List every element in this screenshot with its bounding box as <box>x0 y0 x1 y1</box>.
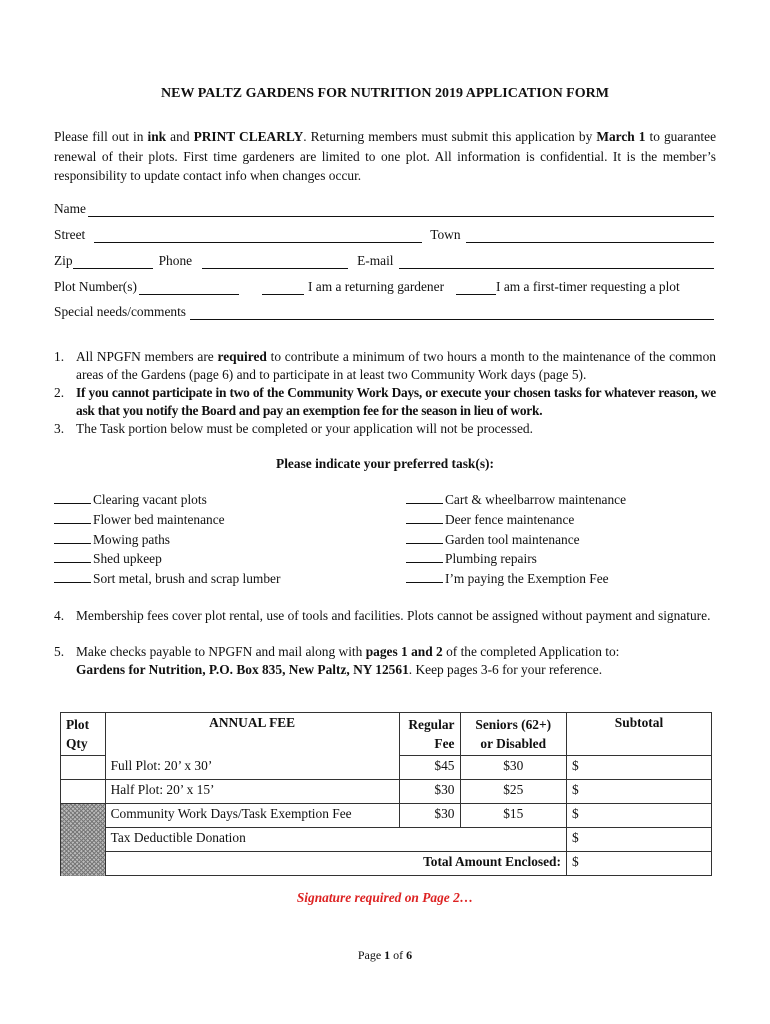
page-footer <box>0 948 770 963</box>
footer-page-number: 1 <box>384 948 391 962</box>
zip-label: Zip <box>54 253 73 268</box>
fee-label: Community Work Days/Task Exemption Fee <box>105 804 399 828</box>
fee-table <box>60 712 712 876</box>
rule-text: Membership fees cover plot rental, use of tools and facilities. Plots cannot be assigned without payment and signature. <box>76 608 711 623</box>
task-item <box>54 490 280 510</box>
header-regular: Regular <box>408 717 455 732</box>
header-annual-fee: ANNUAL FEE <box>105 713 399 756</box>
task-label: Mowing paths <box>93 531 170 547</box>
task-checkbox[interactable] <box>54 570 91 583</box>
rule-number: 3. <box>54 421 65 436</box>
rule-text: . Keep pages 3-6 for your reference. <box>408 662 603 677</box>
task-checkbox[interactable] <box>54 550 91 563</box>
task-label: Plumbing repairs <box>445 551 537 567</box>
rule-5 <box>54 643 716 679</box>
task-item <box>54 510 280 530</box>
phone-field[interactable] <box>202 256 348 269</box>
header-seniors-line1: Seniors (62+) <box>475 717 552 732</box>
intro-paragraph <box>54 127 716 186</box>
senior-fee: $15 <box>460 804 566 828</box>
task-label: Deer fence maintenance <box>445 511 575 527</box>
task-item <box>54 549 280 569</box>
rule-number: 4. <box>54 608 65 623</box>
donation-label: Tax Deductible Donation <box>105 828 566 852</box>
town-label: Town <box>430 227 461 242</box>
street-row <box>54 227 716 243</box>
special-needs-label: Special needs/comments <box>54 304 187 319</box>
plot-number-field[interactable] <box>139 282 239 295</box>
subtotal-cell[interactable]: $ <box>566 756 711 780</box>
total-label: Total Amount Enclosed: <box>105 852 566 876</box>
name-field[interactable] <box>88 204 714 217</box>
fee-row-full-plot <box>61 756 712 780</box>
qty-cell[interactable] <box>61 780 106 804</box>
name-row <box>54 201 716 217</box>
rule-1 <box>54 348 716 384</box>
footer-of: of <box>390 948 407 962</box>
firsttimer-blank[interactable] <box>456 282 496 295</box>
task-item <box>406 490 626 510</box>
rule-number: 2. <box>54 385 65 400</box>
signature-notice: Signature required on Page 2… <box>296 890 474 905</box>
task-item <box>54 569 280 589</box>
fee-label: Half Plot: 20’ x 15’ <box>105 780 399 804</box>
intro-text: to guarantee renewal of their plots. First time gardeners are limited to one plot. All information is confidential. It is the member’s responsibility to update contact info when changes occur. <box>54 129 717 183</box>
header-plot-qty <box>61 713 106 756</box>
plot-number-label: Plot Number(s) <box>54 279 137 294</box>
footer-page-label: Page <box>357 948 385 962</box>
task-label: Cart & wheelbarrow maintenance <box>445 492 627 507</box>
subtotal-cell[interactable]: $ <box>566 804 711 828</box>
task-item <box>406 569 626 589</box>
total-subtotal[interactable]: $ <box>566 852 711 876</box>
hatched-cell <box>61 804 106 876</box>
rule-number: 5. <box>54 644 65 659</box>
intro-text: Please fill out in <box>54 129 148 144</box>
senior-fee: $30 <box>460 756 566 780</box>
task-label: Clearing vacant plots <box>93 492 207 507</box>
phone-label: Phone <box>158 253 193 268</box>
special-needs-field[interactable] <box>190 307 714 320</box>
town-field[interactable] <box>466 230 714 243</box>
intro-text: . Returning members must submit this application by <box>303 129 597 144</box>
regular-fee: $45 <box>399 756 460 780</box>
mailing-address: Gardens for Nutrition, P.O. Box 835, New Paltz, NY 12561 <box>76 662 409 677</box>
rule-number: 1. <box>54 349 65 364</box>
street-field[interactable] <box>94 230 422 243</box>
task-label: Shed upkeep <box>93 551 162 567</box>
task-label: I’m paying the Exemption Fee <box>445 571 609 587</box>
rule-text: to contribute a minimum of two hours a month to the maintenance of the common areas of the Gardens (page 6) and to participate in at least two Community Work days (page 5). <box>76 349 716 382</box>
fee-row-half-plot <box>61 780 712 804</box>
header-qty: Qty <box>66 736 88 751</box>
fee-label: Full Plot: 20’ x 30’ <box>105 756 399 780</box>
task-item <box>406 549 626 569</box>
header-seniors <box>460 713 566 756</box>
subtotal-cell[interactable]: $ <box>566 780 711 804</box>
rule-2 <box>54 384 716 420</box>
fee-row-donation <box>61 828 712 852</box>
email-label: E-mail <box>357 253 394 268</box>
header-fee: Fee <box>434 736 455 751</box>
rule-pages: pages 1 and 2 <box>365 644 443 659</box>
tasks-heading: Please indicate your preferred task(s): <box>276 456 494 471</box>
senior-fee: $25 <box>460 780 566 804</box>
contact-row <box>54 253 716 269</box>
street-label: Street <box>54 227 86 242</box>
task-label: Flower bed maintenance <box>93 511 225 527</box>
header-subtotal: Subtotal <box>566 713 711 756</box>
task-label: Garden tool maintenance <box>445 531 580 547</box>
rule-3 <box>54 420 716 438</box>
task-checkbox[interactable] <box>54 511 91 524</box>
returning-gardener-label: I am a returning gardener <box>307 279 445 294</box>
task-checkbox[interactable] <box>54 491 91 504</box>
rule-text: of the completed Application to: <box>442 644 620 659</box>
donation-subtotal[interactable]: $ <box>566 828 711 852</box>
regular-fee: $30 <box>399 780 460 804</box>
regular-fee: $30 <box>399 804 460 828</box>
tasks-right-list <box>406 490 626 589</box>
task-checkbox[interactable] <box>54 531 91 544</box>
email-field[interactable] <box>399 256 714 269</box>
task-item <box>406 530 626 550</box>
fee-row-exemption <box>61 804 712 828</box>
special-needs-row <box>54 304 716 320</box>
rule-text: If you cannot participate in two of the Community Work Days, or execute your chosen tasks for whatever reason, we ask that you notify the Board and pay an exemption fee for the season in lieu of work. <box>76 385 716 418</box>
returning-blank[interactable] <box>262 282 304 295</box>
footer-page-total: 6 <box>406 948 413 962</box>
tasks-left-list <box>54 490 280 589</box>
task-item <box>406 510 626 530</box>
rule-4 <box>54 607 716 625</box>
intro-deadline: March 1 <box>596 129 646 144</box>
intro-text: and <box>166 129 194 144</box>
task-checkbox[interactable] <box>406 550 443 563</box>
task-checkbox[interactable] <box>406 531 443 544</box>
qty-cell[interactable] <box>61 756 106 780</box>
fee-row-total <box>61 852 712 876</box>
header-seniors-line2: or Disabled <box>480 736 547 751</box>
header-plot: Plot <box>66 717 90 732</box>
task-item <box>54 530 280 550</box>
task-checkbox[interactable] <box>406 511 443 524</box>
page-title: NEW PALTZ GARDENS FOR NUTRITION 2019 APPLICATION FORM <box>161 86 609 101</box>
task-checkbox[interactable] <box>406 570 443 583</box>
rule-text: All NPGFN members are <box>76 349 218 364</box>
intro-ink: ink <box>147 129 167 144</box>
header-regular-fee <box>399 713 460 756</box>
rule-required: required <box>217 349 267 364</box>
intro-print-clearly: PRINT CLEARLY <box>193 129 304 144</box>
fee-header-row <box>61 713 712 756</box>
rule-text: The Task portion below must be completed or your application will not be processed. <box>76 421 533 436</box>
task-checkbox[interactable] <box>406 491 443 504</box>
task-label: Sort metal, brush and scrap lumber <box>93 571 281 587</box>
zip-field[interactable] <box>73 256 153 269</box>
first-timer-label: I am a first-timer requesting a plot <box>496 279 680 294</box>
rule-text: Make checks payable to NPGFN and mail along with <box>76 644 366 659</box>
name-label: Name <box>54 201 86 216</box>
plot-row <box>54 279 716 295</box>
